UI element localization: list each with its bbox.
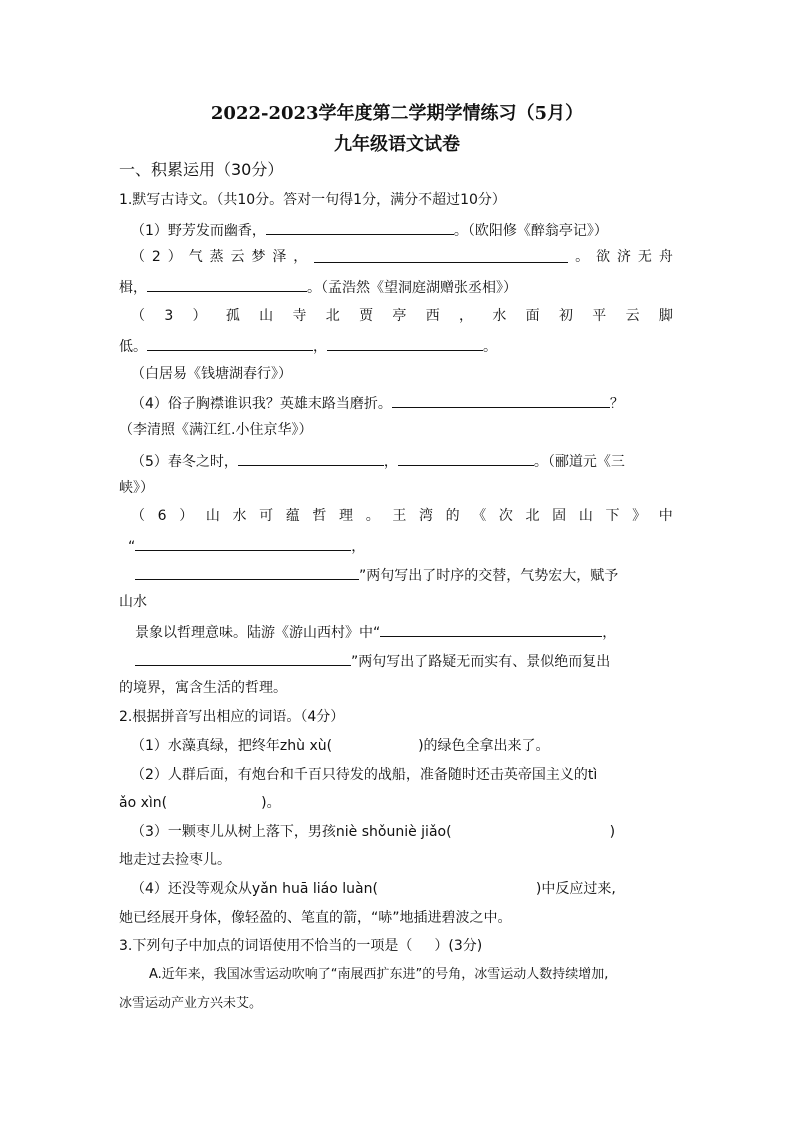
char: 哲 <box>312 508 327 524</box>
q1-item6-line1 <box>131 506 673 526</box>
char: 蕴 <box>285 508 300 524</box>
section-heading: 一、积累运用（30分） <box>119 160 284 179</box>
q2-item1-tail: )的绿色全拿出来了。 <box>418 738 550 754</box>
q1-item6-line3 <box>135 564 618 586</box>
char: 水 <box>492 308 507 324</box>
char: 欲 <box>596 249 611 265</box>
q3-stem <box>119 936 482 956</box>
q1-item5-source: 。（郦道元《三 <box>533 454 625 470</box>
char: 寺 <box>292 308 307 324</box>
q2-item2-text: ǎo xìn( <box>119 795 168 811</box>
q1-item2-line2 <box>119 276 517 298</box>
answer-blank[interactable] <box>238 450 384 466</box>
q2-item1 <box>131 736 550 756</box>
q3-option-a-line2: 冰雪运动产业方兴未艾。 <box>119 996 263 1011</box>
answer-blank[interactable] <box>147 276 307 292</box>
char: 6 <box>157 508 167 524</box>
char: 西 <box>425 308 440 324</box>
q1-item6-comma: ， <box>602 625 617 641</box>
char: 固 <box>552 508 567 524</box>
q1-item6-text: ”两句写出了路疑无而实有、景似绝而复出 <box>351 654 611 670</box>
q1-item6-line5 <box>135 621 616 643</box>
char: 。 <box>365 508 380 524</box>
char: 脚 <box>658 308 673 324</box>
char: 中 <box>658 508 673 524</box>
q1-item6-line7: 的境界，寓含生活的哲理。 <box>119 680 287 696</box>
char: 下 <box>605 508 620 524</box>
char: 的 <box>445 508 460 524</box>
q1-item3-line2 <box>119 335 497 357</box>
char: （ <box>131 508 145 524</box>
q3-option-a-line1: A.近年来，我国冰雪运动吹响了“南展西扩东进”的号角，冰雪运动人数持续增加, <box>149 967 609 982</box>
answer-blank[interactable] <box>392 392 610 408</box>
q1-item2-line1 <box>131 247 673 267</box>
q1-item2-text: 楫， <box>119 280 147 296</box>
q1-item4-mark: ？ <box>609 396 624 412</box>
char: 云 <box>625 308 640 324</box>
char: 。 <box>575 249 590 265</box>
q2-item3-line2: 地走过去捡枣儿。 <box>119 852 231 868</box>
q1-item4-text: （4）俗子胸襟谁识我？英雄末路当磨折。 <box>131 396 392 412</box>
char: ， <box>459 308 474 324</box>
q2-item3-tail: ) <box>609 824 616 840</box>
char: ） <box>192 308 207 324</box>
answer-blank[interactable] <box>266 219 454 235</box>
answer-blank[interactable] <box>398 450 534 466</box>
q3-stem-text: 3.下列句子中加点的词语使用不恰当的一项是（ <box>119 938 413 954</box>
q2-item1-text: （1）水藻真绿，把终年zhù xù( <box>131 738 333 754</box>
char: 蒸 <box>209 249 224 265</box>
char: ） <box>179 508 194 524</box>
char: 2 <box>151 249 161 265</box>
q2-stem: 2.根据拼音写出相应的词语。（4分） <box>119 709 345 725</box>
q1-item2-source: 。（孟浩然《望洞庭湖赠张丞相》） <box>307 280 517 296</box>
char: ） <box>167 249 182 265</box>
q2-item4 <box>131 879 616 899</box>
answer-blank[interactable] <box>135 535 351 551</box>
answer-blank[interactable] <box>135 564 359 580</box>
q1-item6-line2 <box>128 535 365 557</box>
char: 《 <box>472 508 487 524</box>
char: 平 <box>592 308 607 324</box>
q2-item3 <box>131 822 615 842</box>
q1-item1-source: 。（欧阳修《醉翁亭记》） <box>453 223 608 239</box>
char: 山 <box>205 508 220 524</box>
q1-item3-source: （白居易《钱塘湖春行》） <box>131 366 292 382</box>
q1-item1 <box>131 219 608 241</box>
answer-blank[interactable] <box>327 335 483 351</box>
q1-item6-line4: 山水 <box>119 594 147 610</box>
answer-blank[interactable] <box>314 247 568 263</box>
char: 梦 <box>251 249 266 265</box>
q1-item3-period: 。 <box>483 339 497 355</box>
q2-item3-text: （3）一颗枣儿从树上落下，男孩niè shǒuniè jiǎo( <box>131 824 452 840</box>
char: 孤 <box>225 308 240 324</box>
q1-item4-source: （李清照《满江红.小住京华》） <box>119 422 313 438</box>
char: 王 <box>392 508 407 524</box>
char: 济 <box>616 249 631 265</box>
q2-item2-tail: )。 <box>261 795 281 811</box>
q2-item2-line1: （2）人群后面，有炮台和千百只待发的战船，准备随时还击英帝国主义的tì <box>131 767 598 783</box>
char: 理 <box>339 508 354 524</box>
q1-item5-comma: ， <box>383 454 398 470</box>
char: 》 <box>632 508 647 524</box>
char: 气 <box>188 249 203 265</box>
q2-item2-line2 <box>119 793 281 813</box>
q1-item6-text: 景象以哲理意味。陆游《游山西村》中“ <box>135 625 381 641</box>
char: 可 <box>259 508 274 524</box>
char: 北 <box>325 308 340 324</box>
char: 面 <box>525 308 540 324</box>
char: 泽 <box>272 249 287 265</box>
char: （ <box>131 249 145 265</box>
q1-item1-text: （1）野芳发而幽香， <box>131 223 266 239</box>
char: 湾 <box>418 508 433 524</box>
char: （ <box>131 308 145 324</box>
q1-item5-text: （5）春冬之时， <box>131 454 238 470</box>
char: 初 <box>558 308 573 324</box>
q1-item4 <box>131 392 624 414</box>
char: 山 <box>578 508 593 524</box>
answer-blank[interactable] <box>135 650 351 666</box>
char: 贾 <box>359 308 374 324</box>
q2-item4-line2: 她已经展开身体，像轻盈的、笔直的箭，“哧”地插进碧波之中。 <box>119 910 512 926</box>
q1-item3-text: 低。 <box>119 339 147 355</box>
q1-item3-line1 <box>131 306 673 326</box>
char: 3 <box>164 308 174 324</box>
char: 次 <box>498 508 513 524</box>
open-quote: “ <box>128 539 136 555</box>
q1-stem: 1.默写古诗文。（共10分。答对一句得1分，满分不超过10分） <box>119 192 506 208</box>
q1-item5 <box>131 450 625 472</box>
q1-item6-line6 <box>135 650 610 672</box>
q3-stem-score: ）(3分) <box>434 938 483 954</box>
char: 山 <box>259 308 274 324</box>
q1-item6-text: ”两句写出了时序的交替，气势宏大，赋予 <box>359 568 619 584</box>
char: 亭 <box>392 308 407 324</box>
char: 水 <box>232 508 247 524</box>
answer-blank[interactable] <box>147 335 313 351</box>
char: 北 <box>525 508 540 524</box>
exam-title: 2022-2023学年度第二学期学情练习（5月） <box>210 103 584 124</box>
q1-item6-comma: ， <box>351 539 366 555</box>
char: ， <box>293 249 308 265</box>
char: 舟 <box>658 249 673 265</box>
char: 无 <box>637 249 652 265</box>
answer-blank[interactable] <box>380 621 602 637</box>
q1-item3-comma: ， <box>313 339 327 355</box>
char: 云 <box>230 249 245 265</box>
exam-subtitle: 九年级语文试卷 <box>334 134 460 155</box>
q2-item4-tail: )中反应过来, <box>535 881 616 897</box>
q2-item4-text: （4）还没等观众从yǎn huā liáo luàn( <box>131 881 378 897</box>
q1-item5-line2: 峡》） <box>119 480 154 496</box>
